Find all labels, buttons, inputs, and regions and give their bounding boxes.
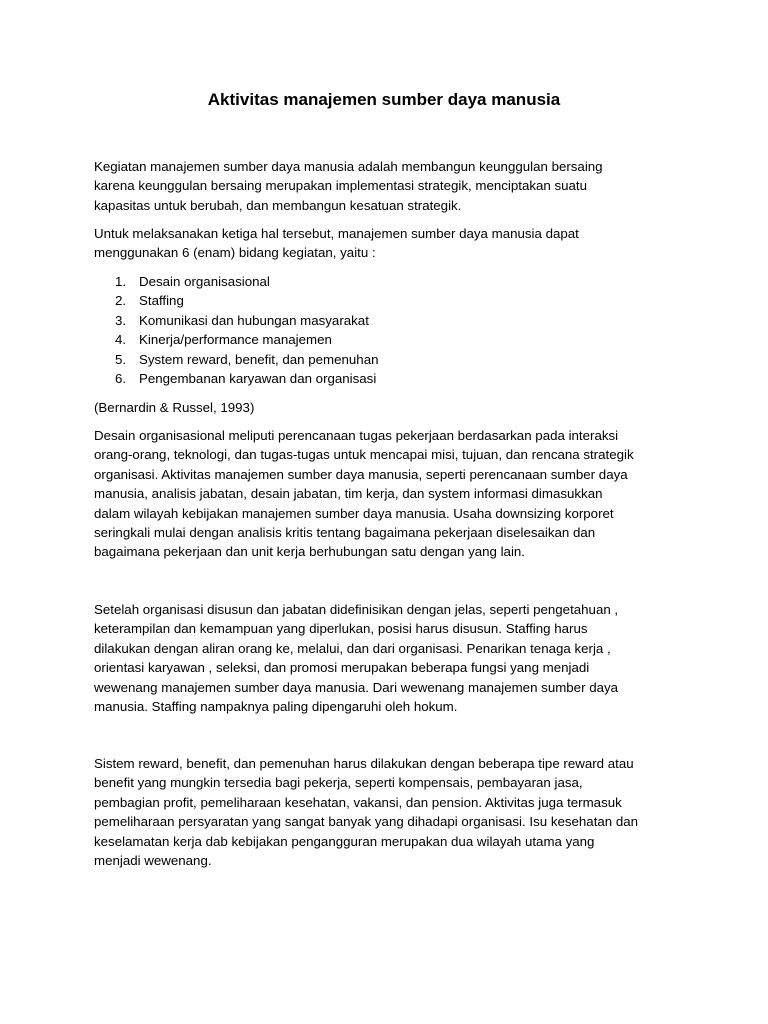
paragraph-line: seringkali mulai dengan analisis kritis tentang bagaimana pekerjaan diselesaikan dan — [94, 524, 596, 540]
paragraph-line: organisasi. Aktivitas manajemen sumber daya manusia, seperti perencanaan sumber daya — [94, 466, 628, 482]
paragraph-line: Kegiatan manajemen sumber daya manusia adalah membangun keunggulan bersaing — [94, 159, 603, 174]
list-text: Desain organisasional — [139, 274, 270, 289]
paragraph-staffing — [94, 600, 694, 716]
paragraph-sistem-reward — [94, 754, 694, 870]
intro-paragraph — [94, 157, 694, 215]
paragraph-line: Sistem reward, benefit, dan pemenuhan harus dilakukan dengan beberapa tipe reward atau — [94, 756, 634, 771]
list-number: 4. — [115, 332, 127, 348]
list-text: Kinerja/performance manajemen — [139, 332, 332, 348]
paragraph-line: manusia, analisis jabatan, desain jabatan, tim kerja, dan system informasi dimasukkan — [94, 486, 603, 502]
list-number: 6. — [115, 370, 127, 386]
paragraph-line: orang-orang, teknologi, dan tugas-tugas untuk mencapai misi, tujuan, dan rencana strategik — [94, 447, 634, 463]
paragraph-line: manusia. Staffing nampaknya paling dipengaruhi oleh hokum. — [94, 698, 458, 714]
paragraph-line: Setelah organisasi disusun dan jabatan didefinisikan dengan jelas, seperti pengetahuan , — [94, 602, 619, 617]
paragraph-line: Untuk melaksanakan ketiga hal tersebut, manajemen sumber daya manusia dapat — [94, 226, 579, 241]
paragraph-line: kapasitas untuk berubah, dan membangun kesatuan strategik. — [94, 197, 462, 213]
list-number: 2. — [115, 293, 127, 309]
paragraph-line: bagaimana pekerjaan dan unit kerja berhubungan satu dengan yang lain. — [94, 544, 525, 560]
paragraph-line: orientasi karyawan , seleksi, dan promosi merupakan beberapa fungsi yang menjadi — [94, 660, 590, 676]
paragraph-line: keselamatan kerja dab kebijakan pengangguran merupakan dua wilayah utama yang — [94, 833, 595, 849]
paragraph-line: menggunakan 6 (enam) bidang kegiatan, yaitu : — [94, 245, 376, 261]
activity-list — [94, 272, 654, 388]
lead-paragraph — [94, 224, 694, 263]
paragraph-line: pembagian profit, pemeliharaan kesehatan, vakansi, dan pension. Aktivitas juga termasuk — [94, 794, 622, 810]
list-item — [94, 272, 654, 291]
page-title: Aktivitas manajemen sumber daya manusia — [207, 90, 561, 109]
list-item — [94, 369, 654, 388]
paragraph-line: Desain organisasional meliputi perencanaan tugas pekerjaan berdasarkan pada interaksi — [94, 428, 619, 443]
list-text: Komunikasi dan hubungan masyarakat — [139, 312, 369, 328]
paragraph-line: benefit yang mungkin tersedia bagi pekerja, seperti kompensais, pembayaran jasa, — [94, 775, 583, 791]
list-text: System reward, benefit, dan pemenuhan — [139, 351, 379, 367]
paragraph-line: pemeliharaan persyaratan yang sangat banyak yang dihadapi organisasi. Isu kesehatan dan — [94, 814, 639, 830]
paragraph-line: menjadi wewenang. — [94, 852, 212, 868]
list-item — [94, 291, 654, 310]
paragraph-line: dalam wilayah kebijakan manajemen sumber daya manusia. Usaha downsizing korporet — [94, 505, 614, 521]
paragraph-desain-organisasional — [94, 426, 694, 562]
list-text: Pengembanan karyawan dan organisasi — [139, 370, 377, 386]
list-number: 5. — [115, 351, 127, 367]
paragraph-line: keterampilan dan kemampuan yang diperlukan, posisi harus disusun. Staffing harus — [94, 621, 588, 637]
paragraph-line: wewenang manajemen sumber daya manusia. Dari wewenang manajemen sumber daya — [94, 679, 619, 695]
citation-text: (Bernardin & Russel, 1993) — [94, 400, 255, 415]
list-item — [94, 311, 654, 330]
list-text: Staffing — [139, 293, 184, 309]
list-number: 3. — [115, 312, 127, 328]
list-number: 1. — [115, 274, 127, 289]
paragraph-line: dilakukan dengan aliran orang ke, melalui, dan dari organisasi. Penarikan tenaga kerja , — [94, 640, 611, 656]
citation — [94, 398, 694, 417]
paragraph-line: karena keunggulan bersaing merupakan implementasi strategik, menciptakan suatu — [94, 178, 588, 194]
list-item — [94, 330, 654, 349]
list-item — [94, 350, 654, 369]
